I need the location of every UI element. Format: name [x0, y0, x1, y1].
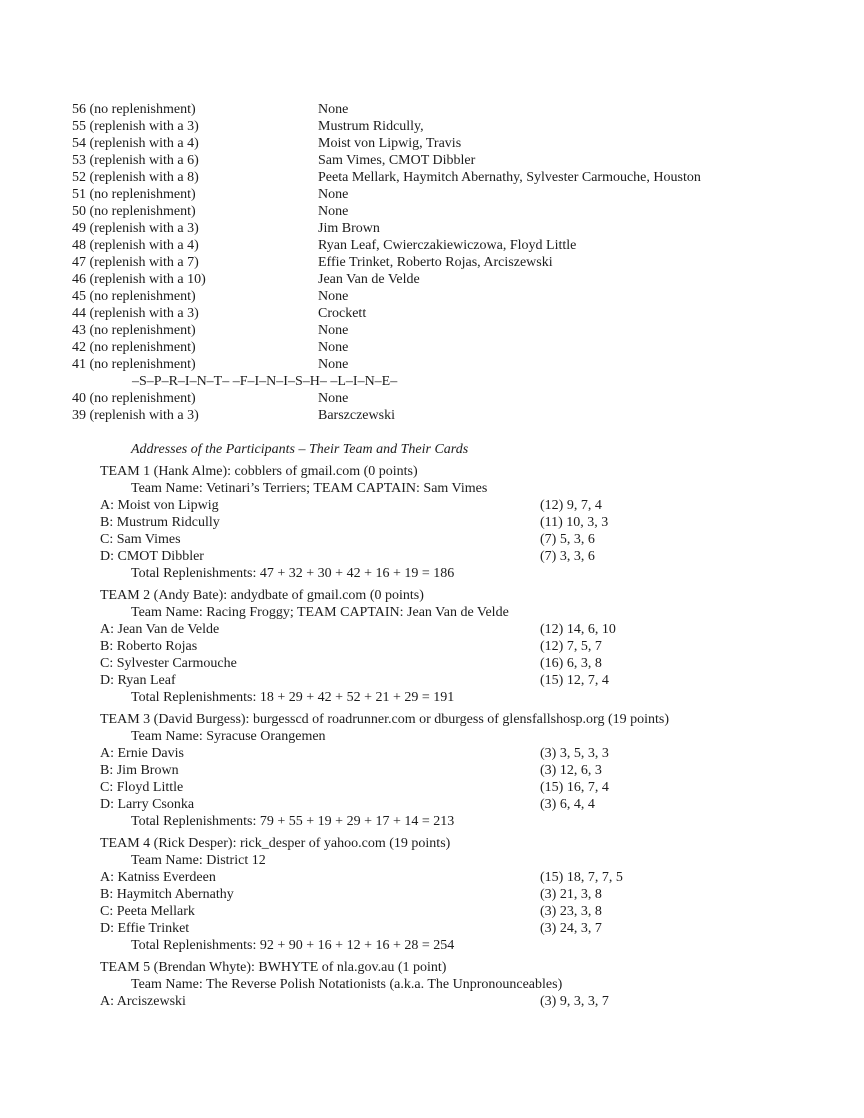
team-block — [100, 959, 810, 1010]
team-block — [100, 835, 810, 954]
stop-label: 55 (replenish with a 3) — [72, 119, 199, 134]
player-name: B: Mustrum Ridcully — [100, 515, 220, 530]
team-header: TEAM 1 (Hank Alme): cobblers of gmail.com (0 points) — [100, 464, 418, 479]
stop-label: 49 (replenish with a 3) — [72, 221, 199, 236]
total-replenishments-line: Total Replenishments: 18 + 29 + 42 + 52 + 21 + 29 = 191 — [131, 690, 455, 705]
replenishment-row — [72, 356, 792, 373]
player-name: A: Jean Van de Velde — [100, 622, 220, 637]
player-row — [100, 531, 810, 548]
stop-label: 48 (replenish with a 4) — [72, 238, 199, 253]
replenishment-row — [72, 186, 792, 203]
replenishment-row — [72, 220, 792, 237]
stop-names: None — [318, 340, 349, 355]
stop-label: 54 (replenish with a 4) — [72, 136, 199, 151]
stop-names: Mustrum Ridcully, — [318, 119, 424, 134]
stop-names: Barszczewski — [318, 408, 395, 423]
team-header: TEAM 3 (David Burgess): burgesscd of roadrunner.com or dburgess of glensfallshosp.org (19 points) — [100, 712, 669, 727]
player-row — [100, 672, 810, 689]
player-cards: (3) 12, 6, 3 — [540, 763, 602, 778]
replenishment-row — [72, 407, 792, 424]
player-name: C: Sam Vimes — [100, 532, 181, 547]
replenishment-row — [72, 118, 792, 135]
player-row — [100, 762, 810, 779]
player-cards: (3) 3, 5, 3, 3 — [540, 746, 609, 761]
player-row — [100, 869, 810, 886]
player-name: D: Ryan Leaf — [100, 673, 176, 688]
team-block — [100, 711, 810, 830]
stop-label: 51 (no replenishment) — [72, 187, 196, 202]
replenishment-row — [72, 390, 792, 407]
player-cards: (3) 24, 3, 7 — [540, 921, 602, 936]
team-block — [100, 463, 810, 582]
player-row — [100, 796, 810, 813]
stop-names: None — [318, 289, 349, 304]
player-row — [100, 903, 810, 920]
stop-names: None — [318, 357, 349, 372]
stop-label: 56 (no replenishment) — [72, 102, 196, 117]
team-name-line: Team Name: District 12 — [131, 853, 266, 868]
player-cards: (3) 9, 3, 3, 7 — [540, 994, 609, 1009]
player-cards: (12) 14, 6, 10 — [540, 622, 616, 637]
player-cards: (15) 18, 7, 7, 5 — [540, 870, 623, 885]
player-cards: (3) 21, 3, 8 — [540, 887, 602, 902]
stop-names: None — [318, 187, 349, 202]
player-name: B: Jim Brown — [100, 763, 179, 778]
player-name: A: Ernie Davis — [100, 746, 184, 761]
player-cards: (3) 6, 4, 4 — [540, 797, 595, 812]
player-name: B: Haymitch Abernathy — [100, 887, 234, 902]
participants-heading: Addresses of the Participants – Their Team and Their Cards — [131, 442, 469, 457]
replenishment-row — [72, 288, 792, 305]
team-header: TEAM 5 (Brendan Whyte): BWHYTE of nla.gov.au (1 point) — [100, 960, 447, 975]
stop-names: Crockett — [318, 306, 367, 321]
player-name: A: Arciszewski — [100, 994, 186, 1009]
player-name: D: Larry Csonka — [100, 797, 195, 812]
replenishment-row — [72, 203, 792, 220]
stop-names: None — [318, 391, 349, 406]
player-row — [100, 779, 810, 796]
stop-names: Sam Vimes, CMOT Dibbler — [318, 153, 476, 168]
replenishment-row — [72, 305, 792, 322]
player-name: D: CMOT Dibbler — [100, 549, 204, 564]
player-row — [100, 548, 810, 565]
stop-names: Moist von Lipwig, Travis — [318, 136, 462, 151]
player-name: C: Floyd Little — [100, 780, 184, 795]
player-cards: (16) 6, 3, 8 — [540, 656, 602, 671]
replenishment-row — [72, 322, 792, 339]
player-cards: (7) 5, 3, 6 — [540, 532, 595, 547]
player-name: A: Katniss Everdeen — [100, 870, 216, 885]
player-row — [100, 886, 810, 903]
teams-section — [100, 463, 810, 1015]
replenishment-row — [72, 169, 792, 186]
stop-label: 43 (no replenishment) — [72, 323, 196, 338]
player-row — [100, 514, 810, 531]
player-name: C: Sylvester Carmouche — [100, 656, 237, 671]
replenishment-row — [72, 135, 792, 152]
player-row — [100, 745, 810, 762]
stop-names: Peeta Mellark, Haymitch Abernathy, Sylvester Carmouche, Houston — [318, 170, 701, 185]
stop-names: None — [318, 102, 349, 117]
player-name: A: Moist von Lipwig — [100, 498, 219, 513]
stop-names: Jim Brown — [318, 221, 380, 236]
stop-label: 45 (no replenishment) — [72, 289, 196, 304]
team-name-line: Team Name: Syracuse Orangemen — [131, 729, 326, 744]
player-cards: (15) 12, 7, 4 — [540, 673, 609, 688]
player-name: B: Roberto Rojas — [100, 639, 198, 654]
stop-names: Jean Van de Velde — [318, 272, 420, 287]
stop-names: Ryan Leaf, Cwierczakiewiczowa, Floyd Little — [318, 238, 577, 253]
team-header: TEAM 4 (Rick Desper): rick_desper of yahoo.com (19 points) — [100, 836, 451, 851]
total-replenishments-line: Total Replenishments: 79 + 55 + 19 + 29 + 17 + 14 = 213 — [131, 814, 455, 829]
stop-label: 46 (replenish with a 10) — [72, 272, 206, 287]
replenishment-row — [72, 254, 792, 271]
stop-label: 53 (replenish with a 6) — [72, 153, 199, 168]
total-replenishments-line: Total Replenishments: 92 + 90 + 16 + 12 + 16 + 28 = 254 — [131, 938, 455, 953]
stop-names: Effie Trinket, Roberto Rojas, Arciszewski — [318, 255, 553, 270]
replenishment-list — [72, 101, 792, 424]
stop-label: 42 (no replenishment) — [72, 340, 196, 355]
player-cards: (12) 9, 7, 4 — [540, 498, 602, 513]
stop-names: None — [318, 323, 349, 338]
team-header: TEAM 2 (Andy Bate): andydbate of gmail.com (0 points) — [100, 588, 424, 603]
player-name: D: Effie Trinket — [100, 921, 190, 936]
stop-label: 41 (no replenishment) — [72, 357, 196, 372]
stop-label: 39 (replenish with a 3) — [72, 408, 199, 423]
player-row — [100, 638, 810, 655]
stop-label: 44 (replenish with a 3) — [72, 306, 199, 321]
stop-label: 50 (no replenishment) — [72, 204, 196, 219]
replenishment-row — [72, 101, 792, 118]
player-cards: (7) 3, 3, 6 — [540, 549, 595, 564]
player-cards: (3) 23, 3, 8 — [540, 904, 602, 919]
replenishment-row — [72, 152, 792, 169]
player-row — [100, 920, 810, 937]
sprint-finish-line: –S–P–R–I–N–T– –F–I–N–I–S–H– –L–I–N–E– — [132, 374, 398, 389]
replenishment-row — [72, 339, 792, 356]
player-row — [100, 497, 810, 514]
stop-label: 40 (no replenishment) — [72, 391, 196, 406]
player-row — [100, 993, 810, 1010]
stop-names: None — [318, 204, 349, 219]
player-row — [100, 621, 810, 638]
team-block — [100, 587, 810, 706]
replenishment-row — [72, 271, 792, 288]
player-cards: (12) 7, 5, 7 — [540, 639, 602, 654]
stop-label: 47 (replenish with a 7) — [72, 255, 199, 270]
team-name-line: Team Name: The Reverse Polish Notationists (a.k.a. The Unpronounceables) — [131, 977, 563, 992]
team-name-line: Team Name: Vetinari’s Terriers; TEAM CAPTAIN: Sam Vimes — [131, 481, 488, 496]
replenishment-row — [72, 237, 792, 254]
total-replenishments-line: Total Replenishments: 47 + 32 + 30 + 42 + 16 + 19 = 186 — [131, 566, 455, 581]
player-cards: (15) 16, 7, 4 — [540, 780, 609, 795]
player-row — [100, 655, 810, 672]
player-name: C: Peeta Mellark — [100, 904, 195, 919]
player-cards: (11) 10, 3, 3 — [540, 515, 609, 530]
team-name-line: Team Name: Racing Froggy; TEAM CAPTAIN: Jean Van de Velde — [131, 605, 509, 620]
stop-label: 52 (replenish with a 8) — [72, 170, 199, 185]
